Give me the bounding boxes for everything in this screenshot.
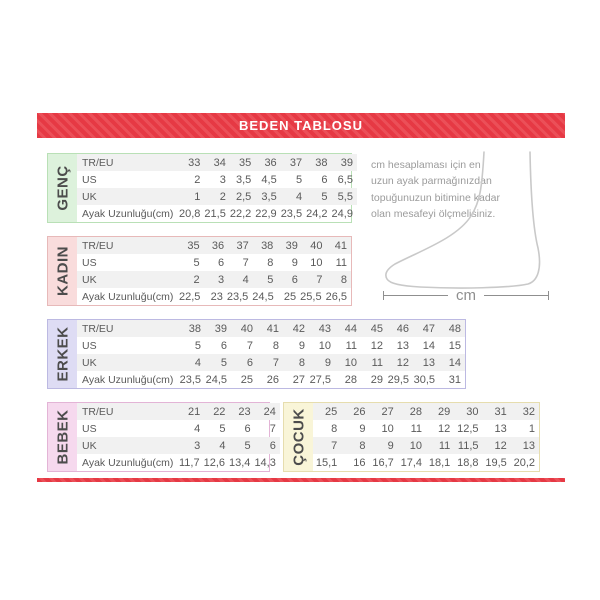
size-value: 44 — [344, 322, 357, 335]
size-value: 1 — [528, 422, 535, 435]
size-value: 2 — [193, 273, 200, 286]
size-value: 43 — [318, 322, 331, 335]
size-value: 21,5 — [204, 207, 226, 220]
size-value: 30 — [466, 405, 479, 418]
header-bar — [37, 113, 565, 138]
row-label: TR/EU — [82, 322, 114, 335]
size-value: 12 — [396, 356, 409, 369]
table-row — [77, 205, 357, 222]
row-label: US — [82, 339, 97, 352]
size-value: 35 — [187, 239, 200, 252]
size-value: 11 — [371, 356, 383, 369]
size-value: 6 — [244, 422, 251, 435]
measure-segment — [484, 295, 548, 296]
measure-tick-right — [548, 291, 549, 300]
table-row — [313, 454, 539, 471]
size-value: 25 — [283, 290, 297, 303]
table-row — [313, 437, 539, 454]
row-label: UK — [82, 273, 97, 286]
size-value: 8 — [298, 356, 305, 369]
size-value: 41 — [334, 239, 348, 252]
size-value: 20,2 — [513, 456, 535, 469]
size-value: 39 — [340, 156, 353, 169]
size-value: 12 — [494, 439, 507, 452]
size-value: 7 — [316, 273, 323, 286]
size-rows — [77, 403, 280, 471]
size-table-cocuk — [283, 402, 540, 472]
size-value: 13 — [422, 356, 435, 369]
size-value: 14 — [448, 356, 461, 369]
size-value: 22,2 — [229, 207, 252, 220]
size-value: 12,5 — [457, 422, 479, 435]
category-label-text: KADIN — [54, 246, 71, 296]
size-value: 29,5 — [387, 373, 409, 386]
size-value: 22 — [213, 405, 226, 418]
size-value: 5 — [194, 339, 201, 352]
table-row — [77, 337, 465, 354]
row-label: TR/EU — [82, 156, 114, 169]
size-value: 39 — [214, 322, 227, 335]
size-value: 40 — [310, 239, 323, 252]
size-value: 3 — [219, 173, 226, 186]
size-value: 11,7 — [179, 456, 200, 469]
size-value: 8 — [272, 339, 279, 352]
size-value: 5,5 — [337, 190, 353, 203]
size-value: 27 — [292, 373, 305, 386]
row-label: UK — [82, 356, 97, 369]
size-value: 35 — [239, 156, 252, 169]
size-value: 9 — [359, 422, 366, 435]
size-value: 7 — [246, 339, 253, 352]
size-value: 7 — [269, 422, 276, 435]
size-value: 3 — [194, 439, 201, 452]
size-value: 18,8 — [457, 456, 479, 469]
size-value: 10 — [381, 422, 394, 435]
size-value: 21 — [187, 405, 201, 418]
size-value: 11 — [410, 422, 422, 435]
size-value: 28 — [409, 405, 422, 418]
size-value: 5 — [295, 173, 303, 186]
category-label — [48, 320, 77, 388]
row-label: Ayak Uzunluğu(cm) — [82, 207, 174, 220]
size-value: 6 — [246, 356, 253, 369]
size-value: 6 — [291, 273, 298, 286]
size-value: 4 — [194, 422, 201, 435]
table-row — [77, 320, 465, 337]
size-value: 47 — [422, 322, 435, 335]
row-label: TR/EU — [82, 405, 114, 418]
cm-measure-line — [383, 286, 549, 304]
size-value: 8 — [359, 439, 366, 452]
size-value: 46 — [396, 322, 409, 335]
size-table-kadin — [47, 236, 352, 306]
row-label: US — [82, 256, 97, 269]
size-value: 13,4 — [229, 456, 251, 469]
size-rows — [313, 403, 539, 471]
size-value: 24 — [263, 405, 276, 418]
category-label-text: GENÇ — [54, 165, 71, 211]
size-value: 4 — [295, 190, 303, 203]
size-value: 11 — [335, 256, 348, 269]
size-value: 3,5 — [261, 190, 277, 203]
size-value: 37 — [236, 239, 249, 252]
table-row — [313, 420, 539, 437]
size-value: 3,5 — [235, 173, 252, 186]
size-value: 11,5 — [457, 439, 479, 452]
size-value: 33 — [188, 156, 201, 169]
size-value: 23,5 — [226, 290, 249, 303]
size-value: 4 — [219, 439, 226, 452]
row-label: Ayak Uzunluğu(cm) — [82, 456, 174, 469]
size-value: 5 — [220, 356, 227, 369]
measurement-note: cm hesaplaması için en uzun ayak parmağınızdan topuğunuzun bitimine kadar olan mesafeyi ölçmelisiniz. — [371, 159, 501, 220]
size-value: 36 — [264, 156, 277, 169]
table-row — [77, 271, 351, 288]
table-row — [313, 403, 539, 420]
table-row — [77, 403, 280, 420]
size-value: 19,5 — [485, 456, 507, 469]
size-value: 9 — [298, 339, 305, 352]
size-rows — [77, 237, 351, 305]
size-value: 9 — [387, 439, 394, 452]
size-value: 23 — [210, 290, 223, 303]
size-value: 24,2 — [306, 207, 328, 220]
size-value: 39 — [285, 239, 298, 252]
size-value: 48 — [448, 322, 461, 335]
size-value: 6 — [269, 439, 276, 452]
category-label — [48, 237, 77, 305]
size-value: 8 — [340, 273, 348, 286]
size-value: 23,5 — [179, 373, 201, 386]
row-label: UK — [82, 439, 97, 452]
size-value: 5 — [219, 422, 226, 435]
size-value: 17,4 — [400, 456, 422, 469]
size-value: 30,5 — [413, 373, 435, 386]
cm-unit-label: cm — [456, 286, 476, 304]
size-value: 10 — [318, 339, 331, 352]
foot-outline-icon — [378, 150, 560, 290]
measure-segment — [384, 295, 448, 296]
size-value: 13 — [396, 339, 409, 352]
size-value: 27,5 — [309, 373, 331, 386]
footer-divider — [37, 478, 565, 482]
size-value: 9 — [291, 256, 298, 269]
size-value: 15,1 — [315, 456, 338, 469]
category-label-text: ÇOCUK — [290, 408, 307, 466]
size-value: 36 — [211, 239, 225, 252]
size-value: 38 — [315, 156, 328, 169]
page-title: BEDEN TABLOSU — [239, 118, 363, 133]
size-value: 45 — [370, 322, 383, 335]
size-value: 18,1 — [428, 456, 451, 469]
size-value: 26 — [353, 405, 366, 418]
size-value: 22,5 — [179, 290, 201, 303]
table-row — [77, 354, 465, 371]
size-value: 38 — [261, 239, 274, 252]
size-rows — [77, 320, 465, 388]
size-value: 38 — [188, 322, 201, 335]
table-row — [77, 454, 280, 471]
size-value: 42 — [292, 322, 305, 335]
row-label: UK — [82, 190, 97, 203]
size-value: 7 — [272, 356, 279, 369]
size-value: 12 — [438, 422, 451, 435]
table-row — [77, 420, 280, 437]
size-value: 10 — [310, 256, 323, 269]
size-value: 6 — [321, 173, 328, 186]
row-label: TR/EU — [82, 239, 114, 252]
table-row — [77, 288, 351, 305]
category-label-text: ERKEK — [54, 326, 71, 382]
table-row — [77, 188, 357, 205]
row-label: Ayak Uzunluğu(cm) — [82, 373, 174, 386]
size-value: 16,7 — [372, 456, 394, 469]
size-value: 14 — [422, 339, 435, 352]
size-value: 25 — [240, 373, 253, 386]
size-table-genc — [47, 153, 352, 223]
table-row — [77, 254, 351, 271]
table-row — [77, 154, 357, 171]
category-label — [48, 403, 77, 471]
size-table-bebek — [47, 402, 276, 472]
size-value: 5 — [244, 439, 251, 452]
size-value: 2,5 — [235, 190, 252, 203]
size-value: 8 — [267, 256, 274, 269]
size-value: 29 — [370, 373, 383, 386]
size-value: 20,8 — [179, 207, 201, 220]
size-value: 11 — [438, 439, 451, 452]
size-value: 16 — [353, 456, 366, 469]
size-value: 11 — [345, 339, 357, 352]
row-label: US — [82, 173, 97, 186]
size-value: 28 — [344, 373, 357, 386]
size-value: 9 — [324, 356, 331, 369]
size-value: 13 — [522, 439, 535, 452]
size-value: 4 — [194, 356, 201, 369]
size-value: 27 — [381, 405, 394, 418]
size-value: 2 — [219, 190, 226, 203]
size-table-erkek — [47, 319, 466, 389]
category-label — [284, 403, 313, 471]
size-value: 4 — [242, 273, 249, 286]
size-value: 2 — [194, 173, 201, 186]
size-value: 3 — [218, 273, 225, 286]
size-value: 7 — [242, 256, 249, 269]
size-value: 6 — [220, 339, 227, 352]
size-rows — [77, 154, 357, 222]
size-value: 5 — [193, 256, 200, 269]
size-value: 12,6 — [203, 456, 226, 469]
size-value: 26,5 — [325, 290, 348, 303]
size-value: 14,3 — [254, 456, 276, 469]
size-value: 25,5 — [300, 290, 322, 303]
size-value: 31 — [494, 405, 507, 418]
size-value: 10 — [344, 356, 357, 369]
table-row — [77, 171, 357, 188]
size-value: 31 — [448, 373, 461, 386]
size-value: 15 — [448, 339, 461, 352]
size-value: 13 — [494, 422, 507, 435]
size-value: 1 — [194, 190, 201, 203]
size-value: 32 — [522, 405, 535, 418]
size-value: 12 — [370, 339, 383, 352]
size-value: 34 — [213, 156, 226, 169]
table-row — [77, 237, 351, 254]
size-value: 40 — [240, 322, 253, 335]
size-value: 24,5 — [205, 373, 227, 386]
size-value: 4,5 — [261, 173, 277, 186]
size-value: 29 — [438, 405, 451, 418]
size-value: 6,5 — [337, 173, 353, 186]
size-value: 7 — [331, 439, 338, 452]
size-value: 41 — [266, 322, 279, 335]
row-label: US — [82, 422, 97, 435]
size-value: 6 — [218, 256, 225, 269]
size-value: 5 — [267, 273, 274, 286]
size-value: 23,5 — [280, 207, 303, 220]
size-value: 5 — [321, 190, 328, 203]
size-value: 10 — [409, 439, 422, 452]
table-row — [77, 371, 465, 388]
size-value: 24,9 — [331, 207, 353, 220]
size-value: 22,9 — [255, 207, 277, 220]
size-value: 24,5 — [252, 290, 274, 303]
size-value: 23 — [238, 405, 251, 418]
category-label-text: BEBEK — [54, 409, 71, 465]
size-value: 26 — [266, 373, 279, 386]
row-label: Ayak Uzunluğu(cm) — [82, 290, 174, 303]
size-value: 8 — [331, 422, 338, 435]
size-value: 37 — [289, 156, 303, 169]
size-value: 25 — [325, 405, 338, 418]
table-row — [77, 437, 280, 454]
category-label — [48, 154, 77, 222]
